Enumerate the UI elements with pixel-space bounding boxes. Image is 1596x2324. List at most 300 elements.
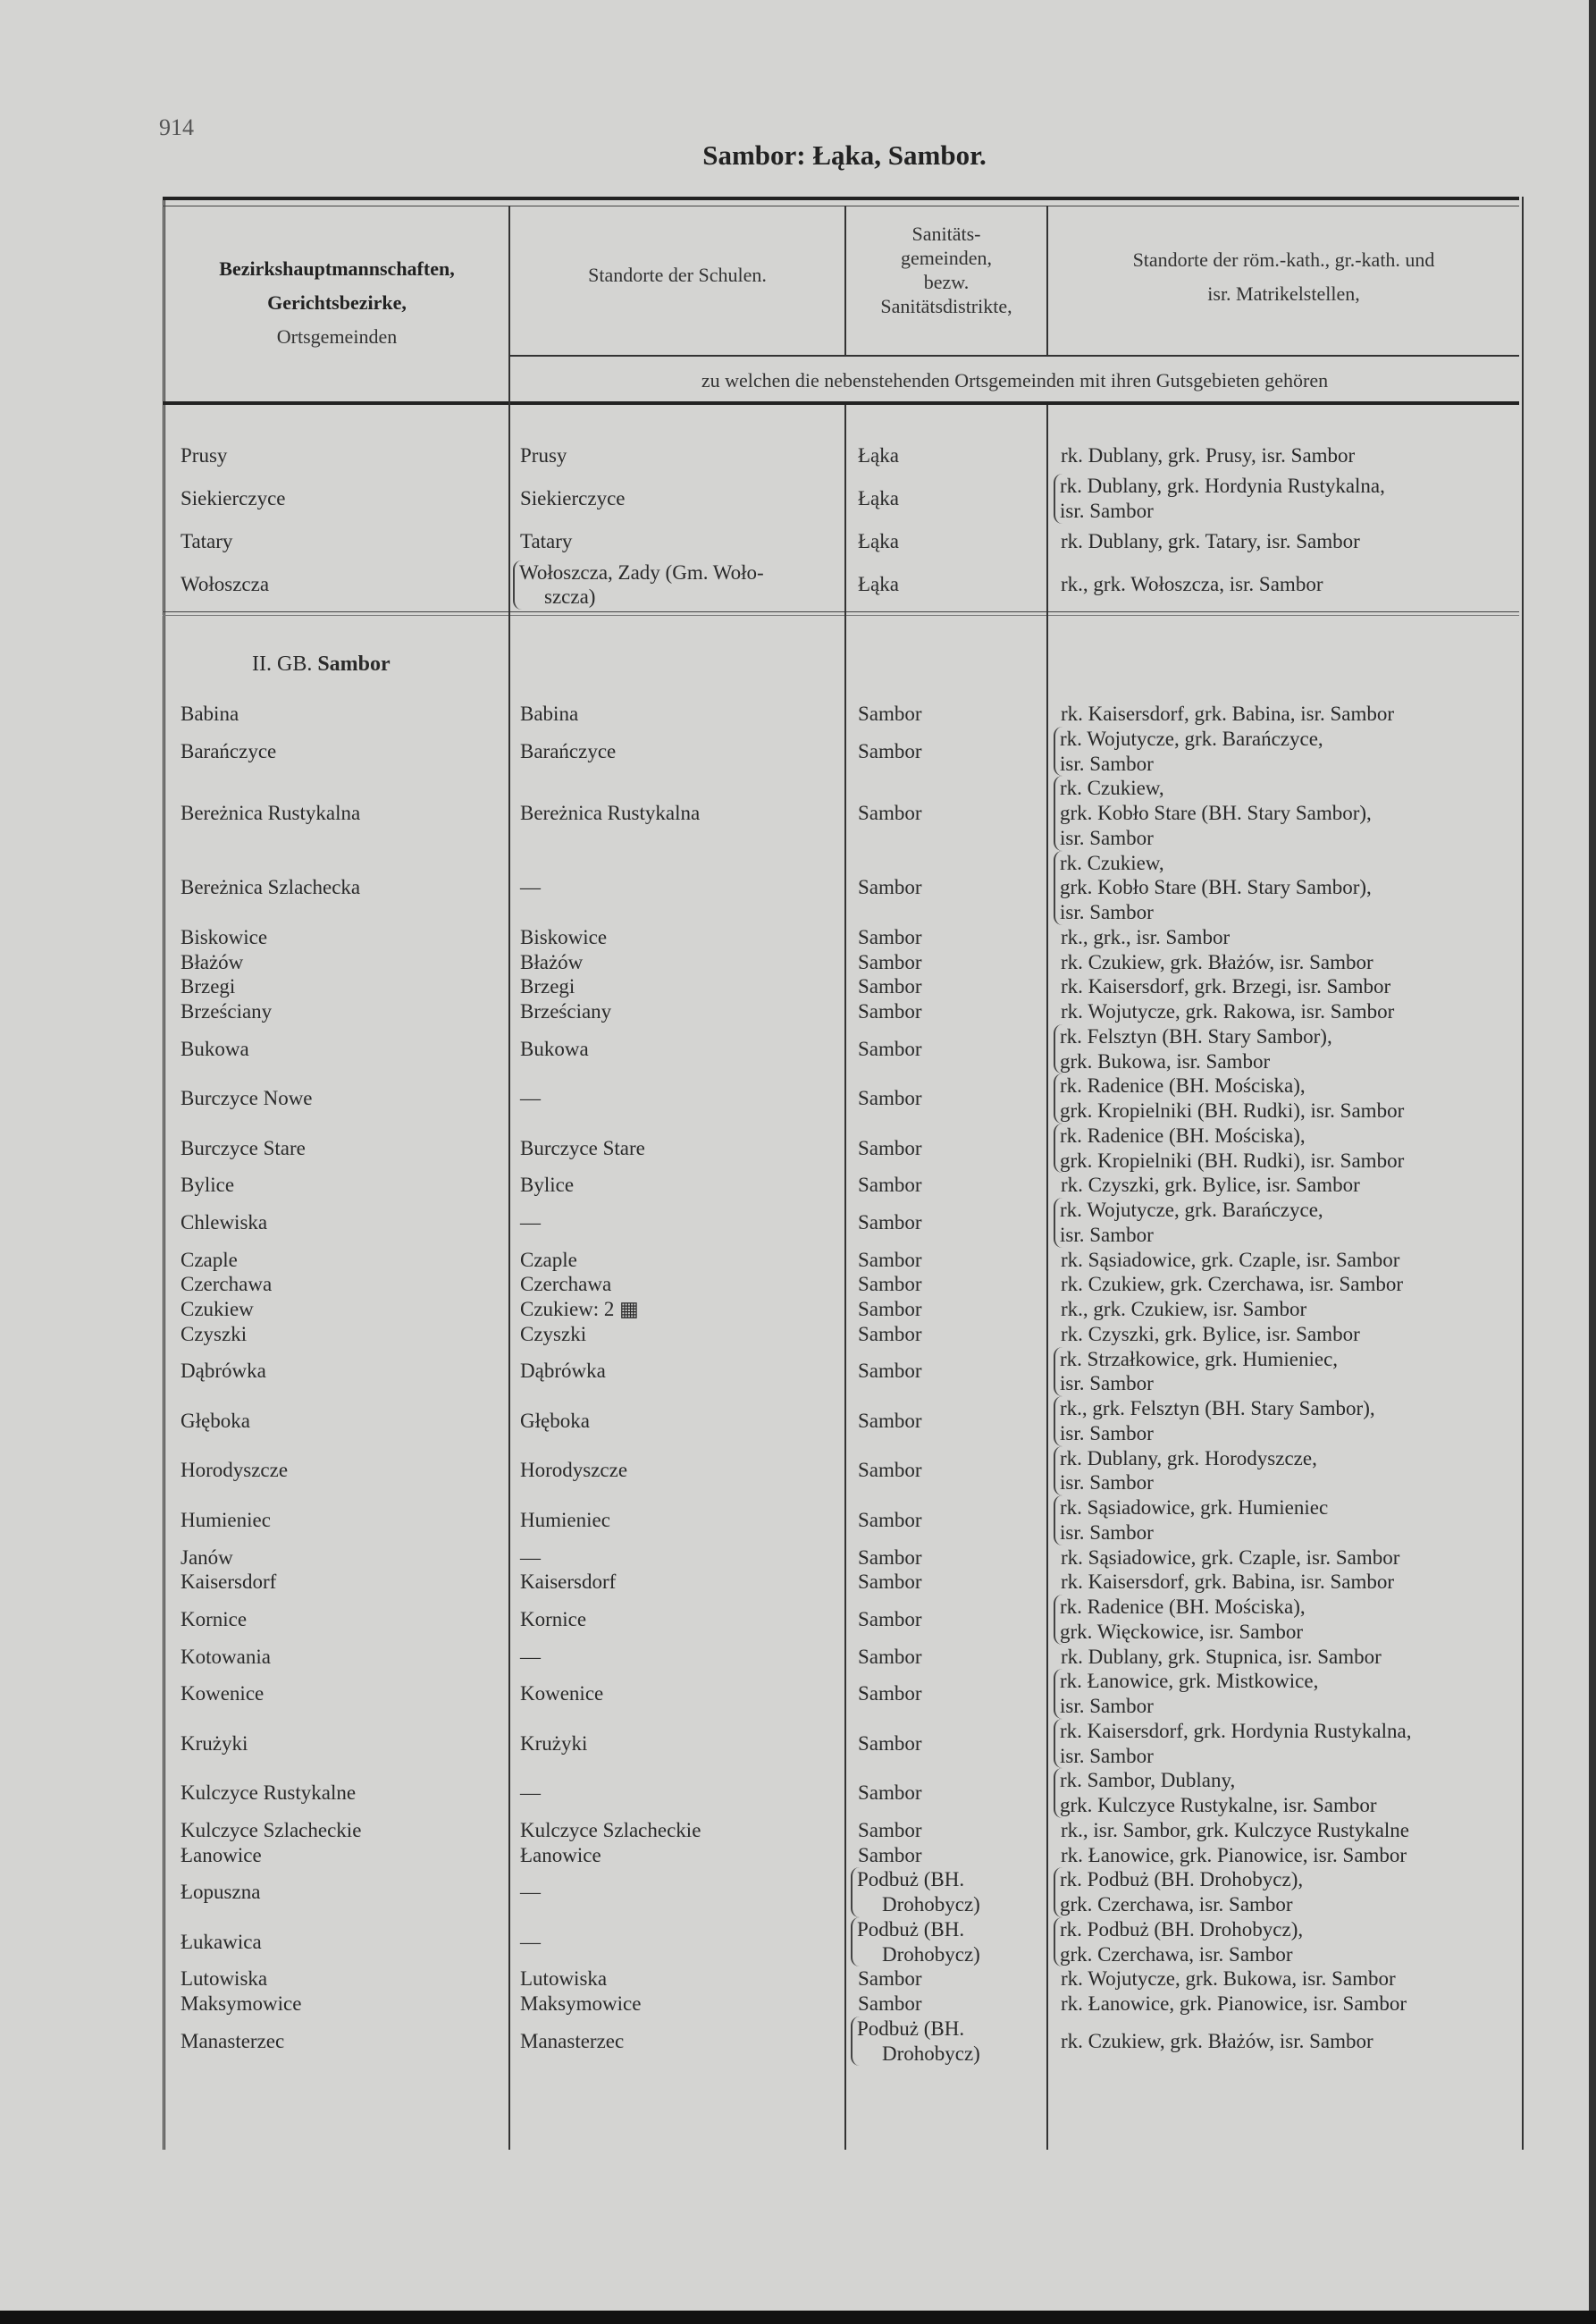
sanitary-cell-line: Sambor [858, 925, 922, 948]
table-row [163, 1124, 1519, 1174]
registry-cell-line: rk. Wojutycze, grk. Barańczyce, [1060, 1199, 1323, 1221]
registry-cell-line: isr. Sambor [1060, 901, 1154, 923]
registry-cell-line: rk. Felsztyn (BH. Stary Sambor), [1060, 1024, 1332, 1048]
sanitary-cell-line: Sambor [858, 1322, 922, 1345]
school-cell-line: Humieniec [520, 1508, 610, 1531]
table-row [163, 1570, 1519, 1595]
table-row [163, 851, 1519, 925]
header-sanitary-line: gemeinden, [900, 247, 993, 269]
registry-cell-line: rk. Podbuż (BH. Drohobycz), [1060, 1868, 1304, 1891]
municipality-cell [181, 1731, 502, 1756]
sanitary-cell [858, 1409, 1054, 1434]
table-row [163, 1595, 1519, 1645]
registry-cell [1054, 1347, 1516, 1397]
school-cell [520, 1843, 842, 1868]
municipality-cell-line: Prusy [181, 443, 228, 467]
registry-cell-line: rk. Wojutycze, grk. Bukowa, isr. Sambor [1061, 1967, 1396, 1991]
registry-cell-line: rk. Kaisersdorf, grk. Brzegi, isr. Sambor [1061, 975, 1391, 998]
table-row [163, 1669, 1519, 1719]
school-cell [520, 1645, 842, 1670]
registry-cell-line: rk. Kaisersdorf, grk. Babina, isr. Sambor [1061, 703, 1395, 725]
municipality-cell [181, 950, 502, 975]
sanitary-cell-line: Sambor [858, 1508, 922, 1531]
school-cell [520, 1966, 842, 1991]
school-cell [520, 1681, 842, 1706]
registry-cell-line: grk. Bukowa, isr. Sambor [1060, 1049, 1271, 1073]
table-row [163, 1867, 1519, 1917]
table-row [163, 1719, 1519, 1769]
sanitary-cell [858, 1210, 1054, 1235]
sanitary-cell-line: Podbuż (BH. [857, 2017, 965, 2040]
sanitary-cell [858, 1272, 1054, 1297]
municipality-cell-line: Babina [181, 703, 239, 725]
registry-cell [1061, 572, 1516, 597]
registry-cell [1054, 1396, 1516, 1446]
sanitary-cell [858, 443, 1054, 468]
school-cell [520, 1173, 842, 1198]
school-cell-line: Tatary [520, 530, 573, 553]
registry-cell [1061, 1248, 1516, 1273]
sanitary-cell [858, 999, 1054, 1024]
sanitary-cell [858, 1607, 1054, 1632]
municipality-cell [181, 1359, 502, 1384]
header-district-line: Gerichtsbezirke, [267, 291, 407, 314]
registry-cell-line: rk., grk., isr. Sambor [1061, 925, 1231, 948]
municipality-cell [181, 486, 502, 511]
school-cell-line: Krużyki [520, 1731, 588, 1755]
registry-cell-line: isr. Sambor [1060, 826, 1154, 849]
registry-cell [1061, 950, 1516, 975]
sanitary-cell [858, 974, 1054, 999]
registry-cell [1054, 1917, 1516, 1967]
table-row [163, 1768, 1519, 1818]
municipality-cell [181, 1173, 502, 1198]
municipality-cell [181, 1322, 502, 1347]
municipality-cell [181, 702, 502, 727]
registry-cell-line: isr. Sambor [1060, 1471, 1154, 1495]
table-row [163, 727, 1519, 777]
table-row [163, 776, 1519, 850]
header-subheader: zu welchen die nebenstehenden Ortsgemeinden mit ihren Gutsgebieten gehören [701, 369, 1329, 392]
sanitary-cell-line: Sambor [858, 1037, 922, 1060]
school-cell-line: Kaisersdorf [520, 1570, 617, 1594]
municipality-cell-line: Dąbrówka [181, 1360, 266, 1383]
header-sanitary-line: Sanitätsdistrikte, [880, 295, 1012, 317]
sanitary-cell-line: Podbuż (BH. [857, 1917, 965, 1941]
school-cell-line: Brześciany [520, 1000, 612, 1023]
sanitary-cell [858, 1818, 1054, 1843]
school-cell [513, 560, 841, 610]
municipality-cell-line: Czukiew [181, 1298, 254, 1320]
registry-cell-line: rk. Radenice (BH. Mościska), [1060, 1124, 1306, 1147]
registry-cell-line: isr. Sambor [1060, 499, 1154, 522]
municipality-cell-line: Kornice [181, 1607, 248, 1630]
table-row [163, 1446, 1519, 1496]
registry-cell [1054, 1124, 1516, 1174]
registry-cell-line: rk., isr. Sambor, grk. Kulczyce Rustykalne [1061, 1818, 1410, 1841]
school-cell-line: — [520, 1545, 541, 1569]
school-cell [520, 739, 842, 764]
municipality-cell-line: Kaisersdorf [181, 1570, 277, 1594]
registry-cell [1054, 1074, 1516, 1124]
municipality-cell-line: Łopuszna [181, 1881, 261, 1904]
registry-cell [1054, 1024, 1516, 1074]
municipality-cell [181, 999, 502, 1024]
school-cell [520, 1272, 842, 1297]
registry-cell-line: grk. Kobło Stare (BH. Stary Sambor), [1060, 802, 1372, 824]
sanitary-cell [858, 1991, 1054, 2017]
municipality-cell [181, 1966, 502, 1991]
school-cell-line: Błażów [520, 950, 584, 973]
page-title: Sambor: Łąka, Sambor. [702, 139, 987, 171]
registry-cell [1054, 851, 1516, 925]
sanitary-cell [858, 1248, 1054, 1273]
registry-cell-line: rk. Kaisersdorf, grk. Babina, isr. Sambor [1061, 1570, 1395, 1594]
sanitary-cell [858, 1297, 1054, 1322]
municipality-cell [181, 801, 502, 826]
municipality-cell [181, 1930, 502, 1955]
table-row [163, 1198, 1519, 1248]
municipality-cell [181, 1272, 502, 1297]
municipality-cell-line: Kulczyce Rustykalne [181, 1781, 357, 1805]
municipality-cell [181, 529, 502, 554]
registry-cell-line: rk. Łanowice, grk. Pianowice, isr. Sambor [1061, 1992, 1407, 2015]
table-row [163, 560, 1519, 610]
sanitary-cell [858, 875, 1054, 900]
municipality-cell [181, 925, 502, 950]
registry-cell-line: rk. Czukiew, grk. Błażów, isr. Sambor [1061, 950, 1373, 973]
sanitary-cell [858, 1136, 1054, 1161]
registry-cell-line: grk. Kropielniki (BH. Rudki), isr. Sambor [1060, 1149, 1405, 1172]
registry-cell-line: isr. Sambor [1060, 752, 1154, 775]
school-cell [520, 1991, 842, 2017]
municipality-cell [181, 1508, 502, 1533]
sanitary-cell [858, 529, 1054, 554]
header-schools: Standorte der Schulen. [588, 264, 767, 286]
sanitary-cell-line: Sambor [858, 1248, 922, 1271]
sanitary-cell [851, 2017, 1054, 2067]
municipality-cell-line: Czerchawa [181, 1273, 273, 1296]
sanitary-cell-line: Sambor [858, 1409, 922, 1432]
registry-cell-line: rk. Dublany, grk. Tatary, isr. Sambor [1061, 530, 1360, 553]
school-cell [520, 1086, 842, 1111]
registry-cell [1061, 1966, 1516, 1991]
school-cell [520, 1781, 842, 1806]
school-cell [520, 529, 842, 554]
sanitary-cell [858, 1173, 1054, 1198]
registry-cell-line: rk. Dublany, grk. Hordynia Rustykalna, [1060, 475, 1385, 497]
registry-cell [1054, 474, 1516, 524]
registry-cell [1061, 2029, 1516, 2054]
municipality-cell [181, 974, 502, 999]
table-row [163, 1495, 1519, 1545]
school-cell-line: Łanowice [520, 1843, 601, 1866]
school-cell [520, 925, 842, 950]
table-row [163, 925, 1519, 950]
registry-cell [1054, 1768, 1516, 1818]
registry-cell-line: rk., grk. Felsztyn (BH. Stary Sambor), [1060, 1397, 1375, 1419]
school-cell-line: Głęboka [520, 1409, 590, 1432]
sanitary-cell [858, 1966, 1054, 1991]
header-sanitary [846, 222, 1046, 318]
registry-cell-line: rk., grk. Czukiew, isr. Sambor [1061, 1298, 1307, 1320]
municipality-cell [181, 1136, 502, 1161]
sanitary-cell [858, 1545, 1054, 1570]
school-cell [520, 486, 842, 511]
municipality-cell-line: Czaple [181, 1248, 238, 1271]
municipality-cell-line: Czyszki [181, 1322, 248, 1345]
registry-cell [1061, 1272, 1516, 1297]
sanitary-cell-line: Sambor [858, 1731, 922, 1755]
municipality-cell-line: Bukowa [181, 1037, 249, 1060]
registry-cell-line: isr. Sambor [1060, 1744, 1154, 1767]
registry-cell [1054, 1495, 1516, 1545]
sanitary-cell [858, 1781, 1054, 1806]
registry-cell-line: grk. Kobło Stare (BH. Stary Sambor), [1060, 876, 1372, 899]
sanitary-cell-line: Sambor [858, 1570, 922, 1594]
table-row [163, 999, 1519, 1024]
registry-cell-line: isr. Sambor [1060, 1223, 1154, 1246]
registry-cell-line: rk. Wojutycze, grk. Barańczyce, [1060, 727, 1323, 750]
registry-cell [1061, 529, 1516, 554]
school-cell-line: — [520, 1210, 541, 1234]
sanitary-cell [858, 1359, 1054, 1384]
municipality-cell [181, 1297, 502, 1322]
table-row [163, 1645, 1519, 1670]
table-row [163, 1173, 1519, 1198]
municipality-cell [181, 1248, 502, 1273]
school-cell-line: Biskowice [520, 925, 608, 948]
sanitary-cell-line: Łąka [858, 573, 899, 596]
sanitary-cell [858, 1458, 1054, 1483]
header-registry-line: isr. Matrikelstellen, [1207, 282, 1360, 305]
school-cell-line: Babina [520, 703, 579, 725]
municipality-cell [181, 572, 502, 597]
school-cell [520, 443, 842, 468]
school-cell [520, 1607, 842, 1632]
registry-cell [1061, 1570, 1516, 1595]
school-cell [520, 1508, 842, 1533]
school-cell [520, 1731, 842, 1756]
registry-cell-line: grk. Kulczyce Rustykalne, isr. Sambor [1060, 1794, 1377, 1816]
municipality-cell-line: Kowenice [181, 1682, 265, 1705]
municipality-cell [181, 1781, 502, 1806]
sanitary-cell-line: Sambor [858, 1682, 922, 1705]
registry-cell [1061, 974, 1516, 999]
table-row [163, 974, 1519, 999]
table-row [163, 1843, 1519, 1868]
municipality-cell-line: Horodyszcze [181, 1459, 289, 1482]
group-heading-name: Sambor [317, 653, 391, 676]
registry-cell-line: rk. Czukiew, [1060, 851, 1164, 874]
municipality-cell-line: Brześciany [181, 1000, 273, 1023]
sanitary-cell-line: Sambor [858, 975, 922, 998]
sanitary-cell-line: Sambor [858, 950, 922, 973]
school-cell-line: Czerchawa [520, 1273, 612, 1296]
school-cell-line: Horodyszcze [520, 1459, 628, 1482]
registry-cell-line: grk. Czerchawa, isr. Sambor [1060, 1942, 1293, 1966]
school-cell-line: Wołoszcza, Zady (Gm. Woło- [519, 560, 764, 584]
school-cell-line: Brzegi [520, 975, 575, 998]
registry-cell-line: grk. Więckowice, isr. Sambor [1060, 1620, 1304, 1643]
header-divider [508, 355, 1519, 357]
sanitary-cell-line: Łąka [858, 530, 899, 553]
municipality-cell-line: Brzegi [181, 975, 236, 998]
municipality-cell-line: Janów [181, 1545, 233, 1569]
registry-cell-line: rk. Sąsiadowice, grk. Czaple, isr. Sambor [1061, 1545, 1400, 1569]
table-row [163, 1818, 1519, 1843]
registry-cell-line: rk. Czukiew, grk. Błażów, isr. Sambor [1061, 2029, 1373, 2052]
municipality-cell [181, 2029, 502, 2054]
municipality-cell [181, 1458, 502, 1483]
municipality-cell [181, 1037, 502, 1062]
sanitary-cell [858, 1322, 1054, 1347]
municipality-cell-line: Burczyce Stare [181, 1136, 306, 1159]
sanitary-cell [858, 1731, 1054, 1756]
school-cell-line: Kulczyce Szlacheckie [520, 1818, 701, 1841]
table-row [163, 950, 1519, 975]
header-sanitary-line: bezw. [923, 271, 970, 293]
sanitary-cell-line: Sambor [858, 1545, 922, 1569]
table-row [163, 1272, 1519, 1297]
school-cell-line: Burczyce Stare [520, 1136, 645, 1159]
school-cell-line: Prusy [520, 443, 567, 467]
sanitary-cell-line: Sambor [858, 1781, 922, 1805]
municipality-cell [181, 1210, 502, 1235]
header-registry-line: Standorte der röm.-kath., gr.-kath. und [1132, 248, 1435, 271]
sanitary-cell-line: Drohobycz) [882, 1942, 980, 1966]
registry-cell-line: rk. Dublany, grk. Stupnica, isr. Sambor [1061, 1645, 1382, 1668]
registry-cell-line: rk. Łanowice, grk. Pianowice, isr. Sambor [1061, 1843, 1407, 1866]
school-cell-line: — [520, 876, 541, 899]
municipality-cell-line: Maksymowice [181, 1992, 302, 2015]
table-row [163, 2017, 1519, 2067]
table-row [163, 524, 1519, 560]
registry-cell [1061, 1991, 1516, 2017]
school-cell [520, 1458, 842, 1483]
school-cell-line: Kowenice [520, 1682, 604, 1705]
group-heading [252, 653, 391, 677]
municipality-cell-line: Wołoszcza [181, 573, 270, 596]
sanitary-cell-line: Sambor [858, 1298, 922, 1320]
municipality-cell-line: Manasterzec [181, 2029, 285, 2052]
registry-cell-line: rk. Łanowice, grk. Mistkowice, [1060, 1670, 1319, 1693]
school-cell [520, 2029, 842, 2054]
table-row [163, 437, 1519, 474]
sanitary-cell-line: Sambor [858, 802, 922, 824]
registry-cell-line: rk. Radenice (BH. Mościska), [1060, 1596, 1306, 1618]
registry-cell [1061, 999, 1516, 1024]
registry-cell [1061, 1645, 1516, 1670]
municipality-cell-line: Biskowice [181, 925, 268, 948]
municipality-cell-line: Humieniec [181, 1508, 271, 1531]
sanitary-cell-line: Sambor [858, 1607, 922, 1630]
school-cell [520, 1136, 842, 1161]
school-cell-line: Manasterzec [520, 2029, 625, 2052]
municipality-cell-line: Burczyce Nowe [181, 1087, 313, 1110]
table-row [163, 702, 1519, 727]
sanitary-cell [858, 1645, 1054, 1670]
registry-cell-line: rk. Sąsiadowice, grk. Humieniec [1060, 1496, 1329, 1519]
registry-cell-line: rk. Czyszki, grk. Bylice, isr. Sambor [1061, 1322, 1360, 1345]
table-row [163, 1322, 1519, 1347]
school-cell-line: — [520, 1087, 541, 1110]
registry-cell [1054, 1719, 1516, 1769]
table-row [163, 1024, 1519, 1074]
registry-cell [1061, 443, 1516, 468]
sanitary-cell-line: Sambor [858, 1174, 922, 1197]
municipality-cell-line: Głęboka [181, 1409, 250, 1432]
school-cell [520, 999, 842, 1024]
school-cell [520, 1037, 842, 1062]
table-row [163, 1396, 1519, 1446]
registry-cell-line: rk. Czukiew, grk. Czerchawa, isr. Sambor [1061, 1273, 1404, 1296]
registry-cell-line: isr. Sambor [1060, 1421, 1154, 1444]
header-district [165, 252, 508, 354]
school-cell [520, 1880, 842, 1905]
sanitary-cell-line: Sambor [858, 1459, 922, 1482]
school-cell-line: Bukowa [520, 1037, 589, 1060]
school-cell [520, 702, 842, 727]
group-divider [163, 611, 1519, 616]
school-cell [520, 1570, 842, 1595]
school-cell-line: — [520, 1781, 541, 1805]
municipality-cell [181, 1570, 502, 1595]
sanitary-cell-line: Sambor [858, 1360, 922, 1383]
table-row [163, 1347, 1519, 1397]
sanitary-cell [858, 801, 1054, 826]
school-cell-line: Bylice [520, 1174, 575, 1197]
school-cell [520, 801, 842, 826]
school-cell-line: Kornice [520, 1607, 587, 1630]
table-row [163, 1074, 1519, 1124]
school-cell-line: Siekierczyce [520, 486, 626, 509]
sanitary-cell-line: Sambor [858, 1645, 922, 1668]
registry-cell [1054, 1595, 1516, 1645]
sanitary-cell [858, 486, 1054, 511]
school-cell [520, 1322, 842, 1347]
sanitary-cell-line: Sambor [858, 1843, 922, 1866]
school-cell-line: Maksymowice [520, 1992, 642, 2015]
registry-cell-line: rk. Dublany, grk. Prusy, isr. Sambor [1061, 443, 1356, 467]
municipality-cell [181, 1843, 502, 1868]
group-heading-prefix: II. GB. [252, 653, 313, 676]
registry-cell [1061, 1322, 1516, 1347]
school-cell-line: — [520, 1930, 541, 1953]
school-cell [520, 1297, 842, 1322]
table-row [163, 1991, 1519, 2017]
registry-cell [1061, 1173, 1516, 1198]
scan-edge [1589, 0, 1596, 2324]
municipality-cell [181, 875, 502, 900]
registry-cell [1054, 727, 1516, 777]
sanitary-cell-line: Podbuż (BH. [857, 1868, 965, 1891]
school-cell [520, 1818, 842, 1843]
registry-cell [1061, 702, 1516, 727]
municipality-cell-line: Tatary [181, 530, 233, 553]
sanitary-cell-line: Drohobycz) [882, 1893, 980, 1916]
table-top-rule [163, 197, 1519, 200]
school-cell [520, 1930, 842, 1955]
sanitary-cell-line: Sambor [858, 1000, 922, 1023]
municipality-cell-line: Siekierczyce [181, 486, 286, 509]
registry-cell [1054, 776, 1516, 850]
school-cell [520, 1248, 842, 1273]
table-row [163, 474, 1519, 524]
sanitary-cell [858, 1037, 1054, 1062]
sanitary-cell [851, 1867, 1054, 1917]
sanitary-cell [858, 739, 1054, 764]
